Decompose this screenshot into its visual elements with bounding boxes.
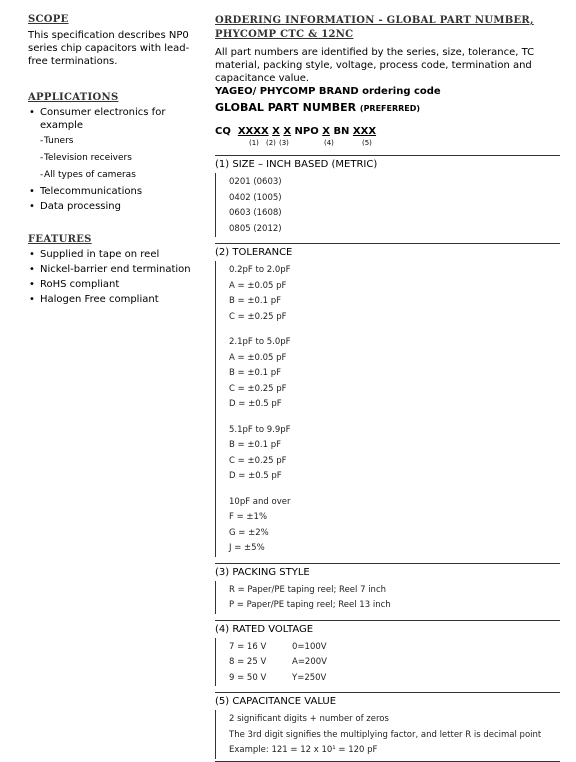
tolerance-range: 5.1pF to 9.9pF (229, 424, 291, 435)
code-size: XXXX (237, 126, 269, 137)
list-item: R = Paper/PE taping reel; Reel 7 inch (229, 584, 387, 595)
code-bn: BN (333, 126, 350, 137)
tolerance-list (215, 261, 560, 557)
list-item: 0201 (0603) (229, 177, 282, 187)
sub-list (28, 134, 198, 183)
code-npo: NPO (294, 126, 319, 137)
voltage-code: A=200V (292, 657, 327, 667)
scope-heading: SCOPE (28, 14, 69, 25)
features-section (28, 234, 198, 306)
list-item: 0402 (1005) (229, 192, 282, 203)
packing-list (215, 581, 560, 614)
list-item (229, 655, 560, 671)
packing-heading: (3) PACKING STYLE (215, 563, 560, 581)
bottom-rule (215, 761, 560, 762)
feature-label: RoHS compliant (40, 279, 120, 290)
list-item: B = ±0.1 pF (229, 368, 281, 378)
part-number-code (215, 126, 560, 137)
list-item: 0603 (1608) (229, 208, 282, 218)
capacitance-list (215, 710, 560, 759)
list-item: B = ±0.1 pF (229, 440, 281, 450)
list-item: J = ±5% (229, 543, 265, 553)
scope-section (28, 14, 198, 68)
applications-section (28, 92, 198, 213)
list-item: C = ±0.25 pF (229, 383, 287, 394)
list-item: 2 significant digits + number of zeros (229, 714, 389, 724)
code-num: (3) (279, 139, 289, 147)
list-item: • Supplied in tape on reel (29, 249, 160, 260)
list-item: D = ±0.5 pF (229, 399, 282, 409)
voltage-code: 0=100V (292, 641, 327, 652)
application-label: Consumer electronics for example (40, 107, 166, 131)
size-heading: (1) SIZE – INCH BASED (METRIC) (215, 155, 560, 173)
brand-subtitle: YAGEO/ PHYCOMP BRAND ordering code (215, 86, 441, 97)
gpn-title-text: GLOBAL PART NUMBER (215, 101, 357, 114)
list-item: C = ±0.25 pF (229, 455, 287, 466)
gpn-preferred: (PREFERRED) (359, 104, 421, 113)
tolerance-range: 10pF and over (229, 496, 291, 507)
ordering-heading: ORDERING INFORMATION - GLOBAL PART NUMBER, PHYCOMP CTC & 12NC (215, 15, 534, 40)
list-item: D = ±0.5 pF (229, 471, 282, 481)
list-item: • Halogen Free compliant (29, 294, 159, 305)
feature-label: Halogen Free compliant (40, 294, 159, 305)
code-num: (5) (362, 139, 372, 147)
list-item: • Consumer electronics for example (29, 107, 166, 131)
size-list (215, 173, 560, 237)
list-item: • Telecommunications (29, 186, 143, 197)
application-label: Telecommunications (40, 186, 143, 197)
gpn-title (215, 101, 560, 114)
code-num: (2) (266, 139, 276, 147)
list-item: B = ±0.1 pF (229, 296, 281, 306)
list-item: C = ±0.25 pF (229, 311, 287, 322)
list-item: • Data processing (29, 201, 121, 212)
code-tolerance: X (272, 126, 280, 137)
voltage-code: 9 = 50 V (229, 672, 267, 683)
voltage-code: 7 = 16 V (229, 641, 267, 652)
left-column (28, 14, 198, 308)
list-item: Example: 121 = 12 x 10¹ = 120 pF (229, 745, 378, 755)
sub-item-label: Television receivers (44, 153, 132, 163)
list-item: - Television receivers (40, 153, 132, 163)
tolerance-range: 2.1pF to 5.0pF (229, 337, 291, 347)
code-num: (1) (249, 139, 259, 147)
code-cq: CQ (215, 126, 231, 137)
code-numbers (215, 139, 560, 147)
code-packing: X (283, 126, 292, 137)
list-item: A = ±0.05 pF (229, 352, 287, 363)
voltage-code: Y=250V (292, 672, 327, 683)
feature-label: Supplied in tape on reel (40, 249, 160, 260)
feature-label: Nickel-barrier end termination (40, 264, 191, 275)
list-item: 0805 (2012) (229, 223, 282, 234)
right-column (215, 14, 560, 762)
applications-list (28, 106, 198, 213)
sub-item-label: Tuners (44, 136, 74, 146)
voltage-heading: (4) RATED VOLTAGE (215, 620, 560, 638)
code-num: (4) (324, 139, 334, 147)
features-list (28, 248, 198, 306)
tolerance-heading: (2) TOLERANCE (215, 243, 560, 261)
code-voltage: X (322, 126, 330, 137)
features-heading: FEATURES (28, 234, 92, 245)
list-item (229, 640, 560, 656)
list-item: A = ±0.05 pF (229, 280, 287, 291)
application-label: Data processing (40, 201, 121, 212)
list-item: - Tuners (40, 136, 74, 146)
list-item: P = Paper/PE taping reel; Reel 13 inch (229, 600, 391, 610)
list-item: F = ±1% (229, 512, 268, 522)
voltage-code: 8 = 25 V (229, 657, 267, 667)
scope-text: This specification describes NP0 series chip capacitors with lead-free terminations. (28, 30, 190, 67)
list-item (28, 134, 198, 183)
applications-heading: APPLICATIONS (28, 92, 119, 103)
list-item: - All types of cameras (40, 170, 136, 180)
ordering-intro: All part numbers are identified by the series, size, tolerance, TC material, packing style, voltage, process code, termination and capacitance value. (215, 47, 535, 84)
list-item: G = ±2% (229, 527, 269, 538)
code-capacitance: XXX (352, 126, 377, 137)
voltage-list (215, 638, 560, 687)
list-item: • Nickel-barrier end termination (29, 264, 191, 275)
list-item: • RoHS compliant (29, 279, 120, 290)
capacitance-heading: (5) CAPACITANCE VALUE (215, 692, 560, 710)
tolerance-range: 0.2pF to 2.0pF (229, 265, 291, 275)
list-item: The 3rd digit signifies the multiplying factor, and letter R is decimal point (229, 729, 542, 740)
sub-item-label: All types of cameras (44, 170, 136, 180)
list-item (229, 671, 560, 687)
